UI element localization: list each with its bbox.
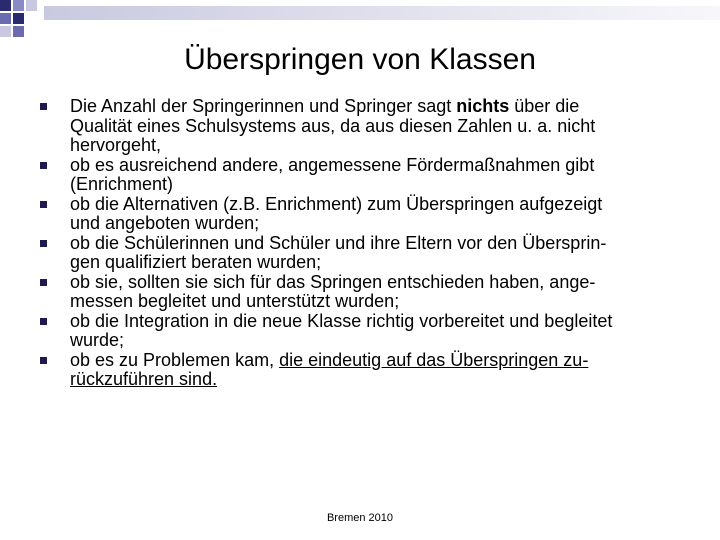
square-bullet-icon <box>40 162 47 169</box>
square-bullet-icon <box>40 103 47 110</box>
bullet-item: Die Anzahl der Springerinnen und Springer sagt nichts über die Qualität eines Schulsystems aus, da aus diesen Zahlen u. a. nicht hervorgeht, <box>40 97 680 156</box>
bullet-item: ob die Alternativen (z.B. Enrichment) zum Überspringen aufgezeigt und angeboten wurden; <box>40 195 680 234</box>
bullet-item: ob sie, sollten sie sich für das Springen entschieden haben, ange- messen begleitet und unterstützt wurden; <box>40 273 680 312</box>
underlined-text: die eindeutig auf das Überspringen zu- <box>279 349 589 370</box>
square-bullet-icon <box>40 201 47 208</box>
slide-title: Überspringen von Klassen <box>184 43 536 76</box>
square-bullet-icon <box>40 357 47 364</box>
emphasis-text: nichts <box>456 96 510 116</box>
bullet-item: ob es ausreichend andere, angemessene Fördermaßnahmen gibt (Enrichment) <box>40 156 680 195</box>
bullet-list <box>40 97 680 390</box>
bullet-item: ob es zu Problemen kam, die eindeutig auf das Überspringen zu- rückzuführen sind. <box>40 351 680 390</box>
square-bullet-icon <box>40 279 47 286</box>
square-bullet-icon <box>40 240 47 247</box>
bullet-item: ob die Integration in die neue Klasse richtig vorbereitet und begleitet wurde; <box>40 312 680 351</box>
square-bullet-icon <box>40 318 47 325</box>
footer-text: Bremen 2010 <box>326 512 394 524</box>
bullet-item: ob die Schülerinnen und Schüler und ihre Eltern vor den Übersprin- gen qualifiziert beraten wurden; <box>40 234 680 273</box>
corner-decoration <box>0 0 720 40</box>
underlined-text: rückzuführen sind. <box>70 369 218 389</box>
